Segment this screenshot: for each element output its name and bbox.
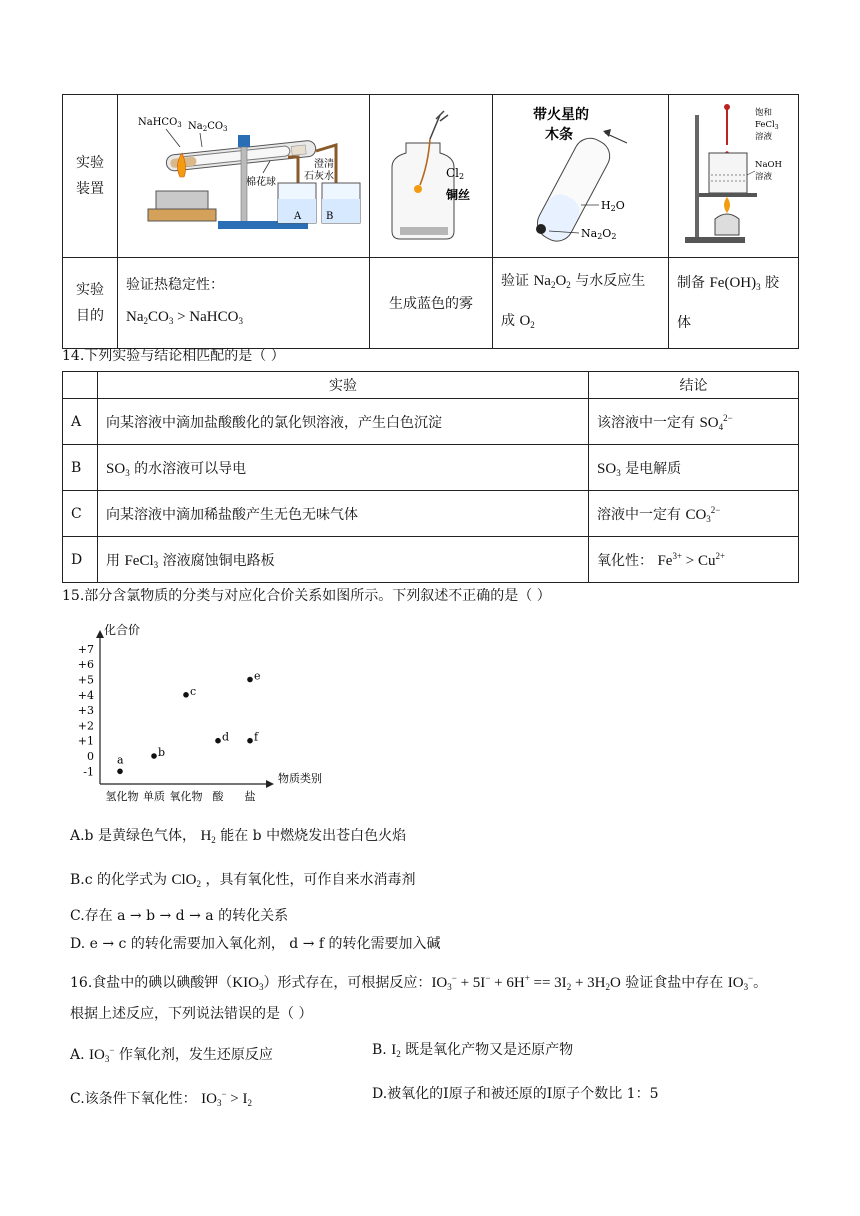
purpose-na2o2: 验证 $Na_2O_2$ 与水反应生 成 $O_2$ bbox=[493, 258, 669, 349]
row-experiment: $SO_3$ 的水溶液可以导电 bbox=[98, 445, 589, 491]
purpose-copper: 生成蓝色的雾 bbox=[370, 258, 493, 349]
y-tick-label: +1 bbox=[77, 734, 94, 748]
data-point-label: f bbox=[254, 730, 259, 744]
label-b: B bbox=[326, 211, 334, 222]
q16-stem-2: 根据上述反应，下列说法错误的是（ ） bbox=[70, 1006, 313, 1022]
data-point-label: a bbox=[117, 753, 124, 767]
copper-chlorine-apparatus bbox=[370, 95, 492, 253]
data-point bbox=[117, 769, 123, 775]
label-na2o2: Na2O2 bbox=[581, 227, 617, 241]
table-row bbox=[63, 537, 799, 583]
x-tick-label: 盐 bbox=[244, 790, 256, 803]
thermal-stability-apparatus bbox=[118, 95, 369, 253]
purpose-thermal bbox=[118, 258, 370, 349]
table-row bbox=[63, 491, 799, 537]
svg-text:石灰水: 石灰水 bbox=[304, 171, 334, 182]
label-fecl3-1: 饱和 bbox=[755, 108, 773, 118]
y-tick-label: +4 bbox=[77, 688, 94, 702]
q14-stem: 14.下列实验与结论相匹配的是（ ） bbox=[62, 348, 285, 364]
q15-stem: 15.部分含氯物质的分类与对应化合价关系如图所示。下列叙述不正确的是（ ） bbox=[62, 588, 551, 604]
label-a: A bbox=[294, 211, 302, 222]
x-axis-arrow bbox=[266, 780, 274, 788]
row-label-apparatus bbox=[63, 95, 118, 258]
label-nahco3: NaHCO$_3$ bbox=[138, 117, 182, 129]
label-fecl3-3: 溶液 bbox=[755, 132, 773, 142]
apparatus-table bbox=[62, 94, 799, 349]
data-point-label: b bbox=[158, 746, 166, 759]
row-experiment: 向某溶液中滴加盐酸酸化的氯化钡溶液，产生白色沉淀 bbox=[98, 399, 589, 445]
label-na2co3: $Na_2CO_3$ bbox=[188, 121, 228, 133]
x-tick-label: 酸 bbox=[212, 790, 224, 803]
feoh3-colloid-apparatus bbox=[669, 95, 798, 253]
row-letter: D bbox=[63, 537, 98, 583]
purpose-thermal-formula: $Na_2CO_3$ > NaHCO$_3$ bbox=[126, 309, 243, 326]
q15-option-d: D. e → c 的转化需要加入氧化剂， d → f 的转化需要加入碱 bbox=[70, 936, 441, 952]
apparatus-cell-feoh3 bbox=[669, 95, 799, 258]
data-point-label: c bbox=[190, 684, 197, 698]
row-conclusion: 氧化性： $Fe^{3+} > Cu^{2+}$ bbox=[589, 537, 799, 583]
label-fecl3-2: FeCl$_3$ bbox=[755, 120, 779, 131]
x-tick-label: 氧化物 bbox=[169, 790, 203, 803]
data-point bbox=[215, 738, 221, 744]
data-point bbox=[183, 692, 189, 698]
apparatus-label: 实验装置 bbox=[76, 155, 104, 197]
y-tick-label: +5 bbox=[77, 673, 94, 687]
label-stick-2: 木条 bbox=[545, 127, 573, 143]
x-axis-label: 物质类别 bbox=[278, 772, 322, 785]
y-tick-label: +7 bbox=[77, 642, 94, 656]
apparatus-cell-thermal bbox=[118, 95, 370, 258]
label-copper: 铜丝 bbox=[446, 188, 471, 202]
row-conclusion: $SO_3$ 是电解质 bbox=[589, 445, 799, 491]
y-tick-label: 0 bbox=[87, 750, 94, 763]
row-conclusion: 溶液中一定有 $CO_3^{2-}$ bbox=[589, 491, 799, 537]
purpose-feoh3: 制备 $Fe(OH)_3$ 胶 体 bbox=[669, 258, 799, 349]
row-letter: A bbox=[63, 399, 98, 445]
y-tick-label: +6 bbox=[77, 658, 94, 672]
data-point bbox=[151, 753, 157, 759]
q15-option-c: C.存在 a → b → d → a 的转化关系 bbox=[70, 908, 289, 924]
purpose-thermal-text: 验证热稳定性： bbox=[126, 277, 224, 293]
q15-option-b: B.c 的化学式为 ClO$_2$ ，具有氧化性，可作自来水消毒剂 bbox=[70, 872, 416, 889]
na2o2-water-apparatus bbox=[493, 95, 668, 253]
row-label-purpose bbox=[63, 258, 118, 349]
row-experiment: 用 FeCl$_3$ 溶液腐蚀铜电路板 bbox=[98, 537, 589, 583]
label-naoh-1: NaOH bbox=[755, 160, 782, 170]
data-point bbox=[247, 677, 253, 683]
x-tick-label: 单质 bbox=[143, 790, 165, 803]
q16-option-a: A. $IO_3^-$ 作氧化剂，发生还原反应 bbox=[70, 1045, 273, 1064]
label-limewater: 澄清 bbox=[314, 159, 334, 170]
chlorine-valence-chart bbox=[62, 612, 352, 812]
row-letter: B bbox=[63, 445, 98, 491]
data-point-label: e bbox=[254, 669, 261, 683]
label-cl2: Cl2 bbox=[446, 166, 465, 181]
q14-header-experiment: 实验 bbox=[98, 372, 589, 399]
q14-header-conclusion: 结论 bbox=[589, 372, 799, 399]
row-experiment: 向某溶液中滴加稀盐酸产生无色无味气体 bbox=[98, 491, 589, 537]
apparatus-cell-na2o2 bbox=[493, 95, 669, 258]
label-naoh-2: 溶液 bbox=[755, 172, 773, 182]
y-tick-label: +3 bbox=[77, 704, 94, 718]
q14-table bbox=[62, 371, 799, 583]
label-h2o: H2O bbox=[601, 199, 625, 213]
q16-option-c: C.该条件下氧化性： $IO_3^- > I_2$ bbox=[70, 1089, 252, 1108]
label-stick-1: 带火星的 bbox=[533, 107, 589, 123]
q16-stem-1: 16.食盐中的碘以碘酸钾$(KIO_3)$形式存在，可根据反应：$IO_3^- + 5I^- + 6H^+ == 3I_2 + 3H_2O$ 验证食盐中存在 $IO_3^-$。 bbox=[70, 973, 768, 992]
y-axis-arrow bbox=[96, 630, 104, 638]
label-cotton: 棉花球 bbox=[246, 177, 276, 188]
y-tick-label: +2 bbox=[77, 719, 94, 733]
table-row bbox=[63, 399, 799, 445]
y-tick-label: -1 bbox=[83, 765, 94, 779]
q15-option-a: A.b 是黄绿色气体， $H_2$ 能在 b 中燃烧发出苍白色火焰 bbox=[70, 828, 407, 845]
table-row bbox=[63, 445, 799, 491]
row-conclusion: 该溶液中一定有 $SO_4^{2-}$ bbox=[589, 399, 799, 445]
purpose-label: 实验目的 bbox=[76, 282, 104, 324]
row-letter: C bbox=[63, 491, 98, 537]
y-axis-label: 化合价 bbox=[104, 623, 141, 637]
data-point bbox=[247, 738, 253, 744]
q16-option-b: B. $I_2$ 既是氧化产物又是还原产物 bbox=[372, 1042, 574, 1059]
q16-option-d: D.被氧化的I原子和被还原的I原子个数比 1：5 bbox=[372, 1086, 659, 1102]
data-point-label: d bbox=[222, 730, 230, 744]
apparatus-cell-copper bbox=[370, 95, 493, 258]
x-tick-label: 氢化物 bbox=[105, 790, 139, 803]
